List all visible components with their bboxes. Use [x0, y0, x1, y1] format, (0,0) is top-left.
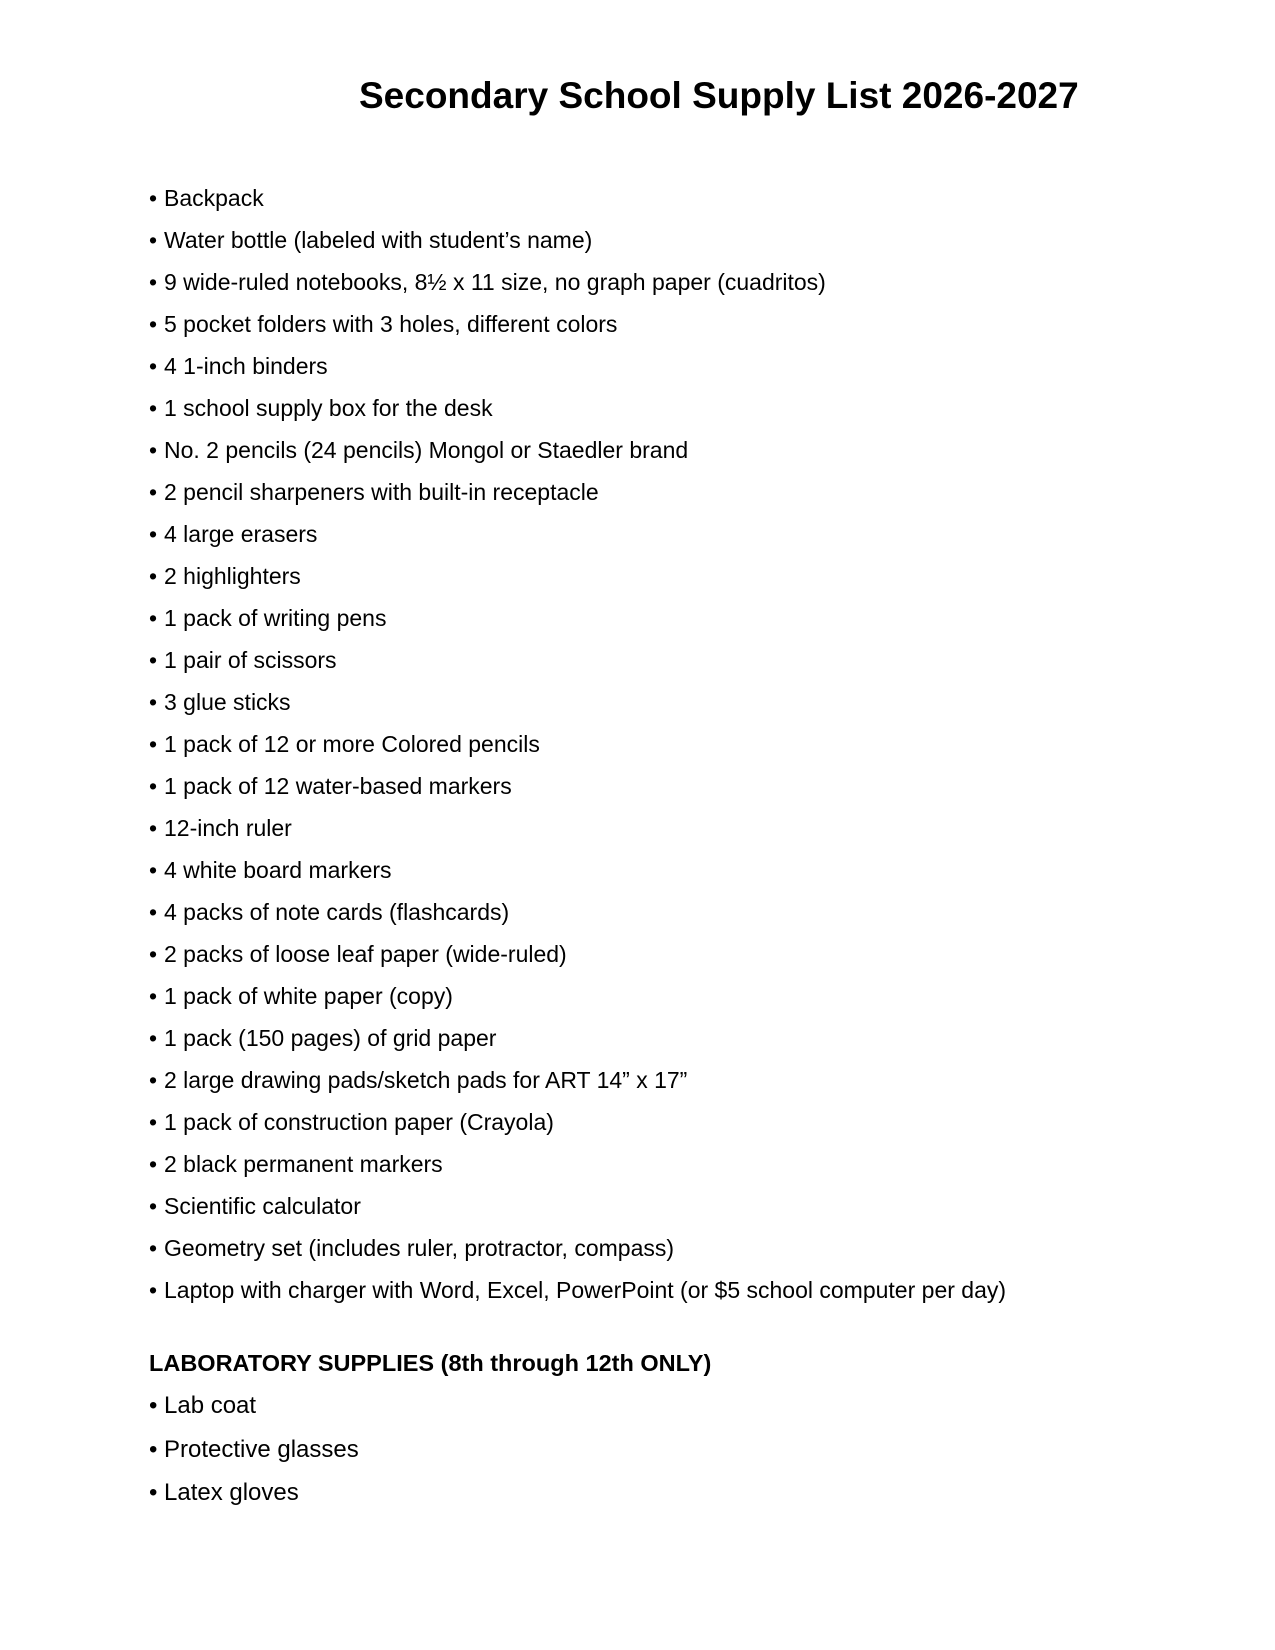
- list-item-text: 3 glue sticks: [164, 689, 291, 715]
- bullet-icon: •: [149, 605, 158, 631]
- bullet-icon: •: [149, 899, 158, 925]
- bullet-icon: •: [149, 1109, 158, 1135]
- bullet-icon: •: [149, 1435, 158, 1463]
- bullet-icon: •: [149, 983, 158, 1009]
- bullet-icon: •: [149, 815, 158, 841]
- list-item-text: 4 1-inch binders: [164, 353, 328, 379]
- bullet-icon: •: [149, 437, 158, 463]
- bullet-icon: •: [149, 227, 158, 253]
- list-item-text: Laptop with charger with Word, Excel, PowerPoint (or $5 school computer per day): [164, 1277, 1007, 1303]
- list-item-text: Lab coat: [164, 1392, 257, 1419]
- bullet-icon: •: [149, 269, 158, 295]
- bullet-icon: •: [149, 731, 158, 757]
- supply-item: [149, 391, 1006, 433]
- list-item-text: Scientific calculator: [164, 1193, 361, 1219]
- list-item-text: Latex gloves: [164, 1479, 299, 1506]
- list-item-text: Backpack: [164, 185, 264, 211]
- lab-supply-item: [149, 1476, 359, 1520]
- list-item-text: 1 pack of 12 water-based markers: [164, 773, 512, 799]
- list-item-text: 9 wide-ruled notebooks, 8½ x 11 size, no graph paper (cuadritos): [164, 269, 826, 295]
- list-item-text: 1 pair of scissors: [164, 647, 337, 673]
- bullet-icon: •: [149, 563, 158, 589]
- lab-supply-item: [149, 1433, 359, 1477]
- bullet-icon: •: [149, 185, 158, 211]
- list-item-text: 1 pack of writing pens: [164, 605, 387, 631]
- supply-item: [149, 685, 1006, 727]
- list-item-text: 12-inch ruler: [164, 815, 292, 841]
- bullet-icon: •: [149, 521, 158, 547]
- supply-item: [149, 1063, 1006, 1105]
- supply-item: [149, 349, 1006, 391]
- supply-item: [149, 559, 1006, 601]
- supply-item: [149, 811, 1006, 853]
- list-item-text: 1 pack (150 pages) of grid paper: [164, 1025, 497, 1051]
- bullet-icon: •: [149, 479, 158, 505]
- bullet-icon: •: [149, 1193, 158, 1219]
- supply-item: [149, 1231, 1006, 1273]
- bullet-icon: •: [149, 311, 158, 337]
- supply-item: [149, 475, 1006, 517]
- bullet-icon: •: [149, 1392, 158, 1419]
- supply-item: [149, 643, 1006, 685]
- list-item-text: Geometry set (includes ruler, protractor, compass): [164, 1235, 675, 1261]
- list-item-text: 1 school supply box for the desk: [164, 395, 493, 421]
- supply-item: [149, 307, 1006, 349]
- supply-item: [149, 1273, 1006, 1315]
- bullet-icon: •: [149, 1277, 158, 1303]
- supply-item: [149, 181, 1006, 223]
- list-item-text: 1 pack of white paper (copy): [164, 983, 453, 1009]
- bullet-icon: •: [149, 1235, 158, 1261]
- supply-item: [149, 1189, 1006, 1231]
- list-item-text: 2 large drawing pads/sketch pads for ART 14” x 17”: [164, 1067, 688, 1093]
- supply-item: [149, 727, 1006, 769]
- lab-supplies-heading: LABORATORY SUPPLIES (8th through 12th ONLY): [149, 1350, 712, 1376]
- supply-item: [149, 1021, 1006, 1063]
- list-item-text: Protective glasses: [164, 1435, 359, 1463]
- list-item-text: 5 pocket folders with 3 holes, different colors: [164, 311, 618, 337]
- list-item-text: 4 large erasers: [164, 521, 318, 547]
- bullet-icon: •: [149, 857, 158, 883]
- bullet-icon: •: [149, 647, 158, 673]
- supply-item: [149, 223, 1006, 265]
- list-item-text: 4 white board markers: [164, 857, 392, 883]
- supply-item: [149, 601, 1006, 643]
- supply-item: [149, 769, 1006, 811]
- page-title: Secondary School Supply List 2026-2027: [359, 75, 1079, 116]
- bullet-icon: •: [149, 941, 158, 967]
- bullet-icon: •: [149, 773, 158, 799]
- list-item-text: 2 pencil sharpeners with built-in receptacle: [164, 479, 599, 505]
- list-item-text: 2 highlighters: [164, 563, 301, 589]
- supply-item: [149, 517, 1006, 559]
- lab-supply-item: [149, 1389, 359, 1433]
- list-item-text: Water bottle (labeled with student’s name): [164, 227, 593, 253]
- list-item-text: 4 packs of note cards (flashcards): [164, 899, 510, 925]
- bullet-icon: •: [149, 1151, 158, 1177]
- list-item-text: 1 pack of construction paper (Crayola): [164, 1109, 554, 1135]
- bullet-icon: •: [149, 689, 158, 715]
- list-item-text: 2 packs of loose leaf paper (wide-ruled): [164, 941, 567, 967]
- list-item-text: 1 pack of 12 or more Colored pencils: [164, 731, 540, 757]
- supply-item: [149, 937, 1006, 979]
- supply-item: [149, 1105, 1006, 1147]
- supply-item: [149, 433, 1006, 475]
- bullet-icon: •: [149, 1067, 158, 1093]
- list-item-text: 2 black permanent markers: [164, 1151, 443, 1177]
- bullet-icon: •: [149, 1025, 158, 1051]
- supply-item: [149, 853, 1006, 895]
- bullet-icon: •: [149, 395, 158, 421]
- list-item-text: No. 2 pencils (24 pencils) Mongol or Staedler brand: [164, 437, 689, 463]
- bullet-icon: •: [149, 1479, 158, 1506]
- supply-item: [149, 265, 1006, 307]
- supply-item: [149, 895, 1006, 937]
- supply-item: [149, 1147, 1006, 1189]
- lab-supplies-list: [149, 1389, 359, 1520]
- bullet-icon: •: [149, 353, 158, 379]
- supply-item: [149, 979, 1006, 1021]
- supply-list: [149, 181, 1006, 1315]
